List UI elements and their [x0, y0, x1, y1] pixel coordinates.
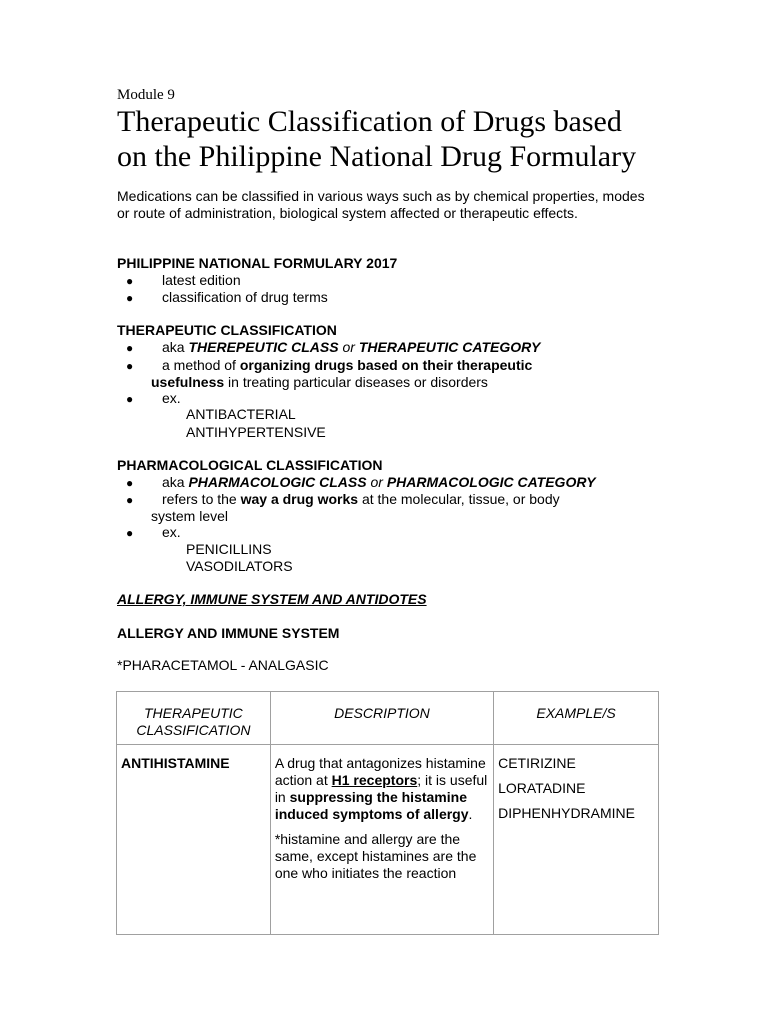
header-cell-examples	[494, 692, 659, 745]
header-examples: EXAMPLE/S	[536, 705, 616, 721]
pharmacological-example-2: VASODILATORS	[186, 558, 293, 574]
header-cell-description	[270, 692, 493, 745]
section-heading	[117, 591, 427, 607]
therapeutic-def-bold: organizing drugs based on their therapeutic	[239, 357, 533, 373]
intro-paragraph: Medications can be classified in various ways such as by chemical properties, modes or route of administration, biological system affected or therapeutic effects.	[117, 188, 645, 221]
example-item: CETIRIZINE	[498, 755, 576, 771]
example-item: LORATADINE	[498, 780, 586, 796]
description-link: H1 receptors	[331, 772, 418, 788]
pharmacological-aka-term1: PHARMACOLOGIC CLASS	[188, 474, 367, 490]
therapeutic-def-row	[126, 357, 533, 375]
drug-classification-table	[116, 691, 659, 935]
pnf-item-1: latest edition	[162, 272, 241, 288]
section-heading-text: ALLERGY, IMMUNE SYSTEM AND ANTIDOTES	[117, 591, 427, 607]
therapeutic-aka-term1: THEREPEUTIC CLASS	[188, 339, 339, 355]
pnf-bullet-1	[126, 272, 241, 290]
description-note: *histamine and allergy are the same, except histamines are the one who initiates the reaction	[274, 831, 477, 881]
pharmacological-def-suffix: at the molecular, tissue, or body	[358, 491, 560, 507]
title-line-2: on the Philippine National Drug Formulary	[117, 140, 637, 173]
example-item: DIPHENHYDRAMINE	[498, 805, 635, 821]
header-cell-classification	[117, 692, 271, 745]
bullet-icon: ●	[126, 274, 134, 288]
bullet-icon: ●	[126, 526, 134, 540]
pharmacological-ex-label: ex.	[162, 524, 181, 540]
therapeutic-example-2: ANTIHYPERTENSIVE	[186, 424, 326, 440]
bullet-icon: ●	[126, 493, 134, 507]
bullet-icon: ●	[126, 341, 134, 355]
description-part2: ; it is useful in	[274, 772, 488, 805]
subsection-heading: ALLERGY AND IMMUNE SYSTEM	[117, 625, 340, 641]
therapeutic-def-suffix: in treating particular diseases or disorders	[224, 374, 488, 390]
therapeutic-def-bold2: usefulness	[151, 374, 225, 390]
bullet-icon: ●	[126, 476, 134, 490]
pharmacological-aka-row	[126, 474, 596, 492]
therapeutic-heading: THERAPEUTIC CLASSIFICATION	[117, 322, 337, 338]
description-main	[275, 750, 489, 823]
pnf-item-2: classification of drug terms	[162, 289, 328, 305]
therapeutic-aka-prefix: aka	[162, 339, 189, 355]
pharmacological-aka-or: or	[366, 474, 387, 490]
header-classification-line2: CLASSIFICATION	[136, 722, 251, 738]
therapeutic-aka-term2: THERAPEUTIC CATEGORY	[358, 339, 541, 355]
pharmacological-aka-term2: PHARMACOLOGIC CATEGORY	[386, 474, 596, 490]
pharmacological-example-1: PENICILLINS	[186, 541, 272, 557]
bullet-icon: ●	[126, 359, 134, 373]
description-cell	[270, 745, 493, 935]
therapeutic-ex-row	[126, 390, 181, 408]
pharmacological-ex-row	[126, 524, 181, 542]
therapeutic-ex-label: ex.	[162, 390, 181, 406]
bullet-icon: ●	[126, 392, 134, 406]
description-end: .	[468, 806, 473, 822]
pnf-bullet-2	[126, 289, 328, 307]
pharmacological-aka-prefix: aka	[162, 474, 189, 490]
therapeutic-def-line2	[151, 374, 488, 391]
description-part1: A drug that antagonizes histamine action at	[274, 755, 486, 788]
title-line-1: Therapeutic Classification of Drugs based	[117, 105, 622, 138]
pharmacological-def-row	[126, 491, 560, 509]
description-bold: suppressing the histamine induced symptoms of allergy	[274, 789, 469, 822]
pharmacological-heading: PHARMACOLOGICAL CLASSIFICATION	[117, 457, 383, 473]
therapeutic-aka-or: or	[338, 339, 359, 355]
header-classification-line1: THERAPEUTIC	[144, 705, 243, 721]
pnf-heading: PHILIPPINE NATIONAL FORMULARY 2017	[117, 255, 398, 271]
examples-cell	[494, 745, 659, 935]
therapeutic-example-1: ANTIBACTERIAL	[186, 406, 296, 422]
bullet-icon: ●	[126, 291, 134, 305]
note-line: *PHARACETAMOL - ANALGASIC	[117, 657, 329, 673]
page-title	[117, 104, 737, 174]
classification-cell	[117, 745, 271, 935]
pharmacological-def-line2: system level	[151, 508, 229, 524]
therapeutic-aka-row	[126, 339, 541, 357]
table-row	[117, 745, 659, 935]
therapeutic-def-prefix: a method of	[162, 357, 240, 373]
pharmacological-def-bold: way a drug works	[240, 491, 359, 507]
module-label: Module 9	[117, 87, 175, 103]
pharmacological-def-prefix: refers to the	[162, 491, 241, 507]
header-description: DESCRIPTION	[334, 705, 430, 721]
classification-name: ANTIHISTAMINE	[121, 755, 230, 771]
table-header-row	[117, 692, 659, 745]
